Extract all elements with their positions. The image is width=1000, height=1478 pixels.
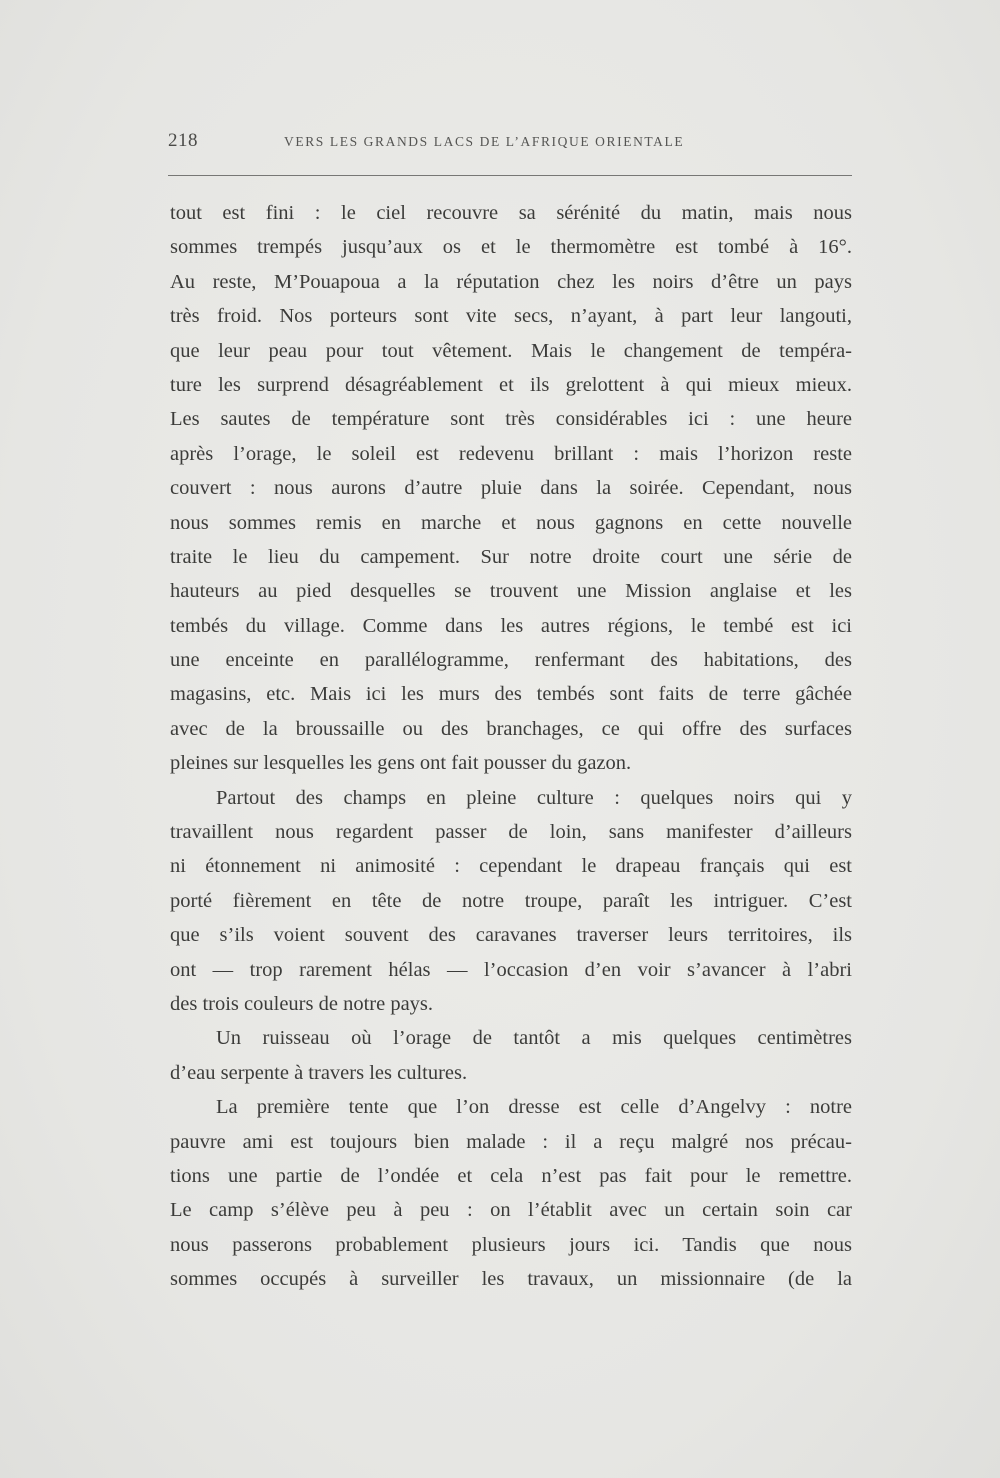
text-line: ture les surprend désagréablement et ils grelottent à qui mieux mieux. [170, 373, 852, 396]
text-line: La première tente que l’on dresse est celle d’Angelvy : notre [216, 1096, 852, 1119]
text-line: avec de la broussaille ou des branchages, ce qui offre des surfaces [170, 717, 852, 740]
text-line: Partout des champs en pleine culture : quelques noirs qui y [216, 786, 852, 809]
text-line: pleines sur lesquelles les gens ont fait pousser du gazon. [170, 752, 632, 775]
text-line: porté fièrement en tête de notre troupe, paraît les intriguer. C’est [170, 889, 852, 912]
page-number: 218 [168, 130, 198, 151]
text-line: tions une partie de l’ondée et cela n’est pas fait pour le remettre. [170, 1164, 852, 1187]
text-line: nous sommes remis en marche et nous gagnons en cette nouvelle [170, 511, 852, 534]
text-line: d’eau serpente à travers les cultures. [170, 1061, 468, 1084]
text-line: ni étonnement ni animosité : cependant le drapeau français qui est [170, 855, 852, 878]
page-header [168, 130, 852, 156]
text-line: Un ruisseau où l’orage de tantôt a mis quelques centimètres [216, 1027, 852, 1050]
text-line: Les sautes de température sont très considérables ici : une heure [170, 408, 852, 431]
text-line: ont — trop rarement hélas — l’occasion d’en voir s’avancer à l’abri [170, 958, 852, 981]
text-line: hauteurs au pied desquelles se trouvent une Mission anglaise et les [170, 580, 852, 603]
text-line: couvert : nous aurons d’autre pluie dans la soirée. Cependant, nous [170, 477, 852, 500]
text-line: sommes trempés jusqu’aux os et le thermomètre est tombé à 16°. [170, 236, 852, 259]
text-line: pauvre ami est toujours bien malade : il a reçu malgré nos précau- [170, 1130, 852, 1153]
text-line: Au reste, M’Pouapoua a la réputation chez les noirs d’être un pays [170, 270, 852, 293]
text-line: Le camp s’élève peu à peu : on l’établit avec un certain soin car [170, 1199, 852, 1222]
text-line: très froid. Nos porteurs sont vite secs, n’ayant, à part leur langouti, [170, 305, 852, 328]
text-line: nous passerons probablement plusieurs jours ici. Tandis que nous [170, 1233, 852, 1256]
text-line: tembés du village. Comme dans les autres régions, le tembé est ici [170, 614, 852, 637]
body-text [170, 196, 852, 1297]
text-line: une enceinte en parallélogramme, renfermant des habitations, des [170, 649, 852, 672]
text-line: tout est fini : le ciel recouvre sa sérénité du matin, mais nous [170, 202, 852, 224]
text-line: des trois couleurs de notre pays. [170, 992, 434, 1015]
text-line: que s’ils voient souvent des caravanes traverser leurs territoires, ils [170, 924, 852, 947]
text-line: magasins, etc. Mais ici les murs des tembés sont faits de terre gâchée [170, 683, 852, 706]
text-line: travaillent nous regardent passer de loin, sans manifester d’ailleurs [170, 821, 852, 844]
running-title: VERS LES GRANDS LACS DE L’AFRIQUE ORIENTALE [284, 134, 685, 149]
header-rule [168, 175, 852, 176]
text-line: que leur peau pour tout vêtement. Mais le changement de tempéra- [170, 339, 852, 362]
text-line: après l’orage, le soleil est redevenu brillant : mais l’horizon reste [170, 442, 852, 465]
text-line: sommes occupés à surveiller les travaux, un missionnaire (de la [170, 1268, 852, 1291]
text-line: traite le lieu du campement. Sur notre droite court une série de [170, 545, 852, 568]
